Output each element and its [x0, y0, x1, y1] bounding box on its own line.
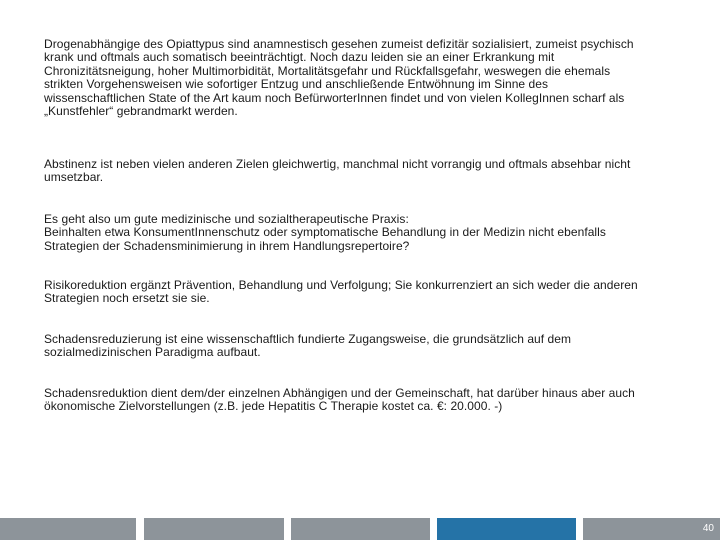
page-number: 40	[702, 523, 714, 534]
footer-segment-4-active	[437, 518, 576, 540]
paragraph-harm-reduction-benefits: Schadensreduktion dient dem/der einzelnen Abhängigen und der Gemeinschaft, hat darüber hinaus aber auch ökonomische Zielvorstellungen (z.B. jede Hepatitis C Therapie kostet ca. €: 20.000. -)	[44, 386, 635, 414]
paragraph-opiate-users: Drogenabhängige des Opiattypus sind anamnestisch gesehen zumeist defizitär sozialisiert, zumeist psychisch krank und oftmals auch somatisch beeinträchtigt. Noch dazu leiden sie an einer Erkrankung mit Chronizitätsneigung, hoher Multimorbidität, Mortalitätsgefahr und Rückfallsgefahr, weswegen die ehemals strikten Vorgehensweisen wie sofortiger Entzug und anschließende Entwöhnung im Sinne des wissenschaftlichen State of the Art kaum noch BefürworterInnen findet und von vielen KollegInnen scharf als „Kunstfehler“ gebrandmarkt werden.	[44, 37, 634, 119]
footer-segment-1	[0, 518, 136, 540]
paragraph-risk-reduction: Risikoreduktion ergänzt Prävention, Behandlung und Verfolgung; Sie konkurrenziert an sich weder die anderen Strategien noch ersetzt sie sie.	[44, 278, 638, 306]
footer-segment-3	[291, 518, 430, 540]
paragraph-abstinence: Abstinenz ist neben vielen anderen Zielen gleichwertig, manchmal nicht vorrangig und oftmals absehbar nicht umsetzbar.	[44, 157, 631, 185]
paragraph-good-practice: Es geht also um gute medizinische und sozialtherapeutische Praxis: Beinhalten etwa KonsumentInnenschutz oder symptomatische Behandlung in der Medizin nicht ebenfalls Strategien der Schadensminimierung in ihrem Handlungsrepertoire?	[44, 212, 606, 253]
footer-segment-2	[144, 518, 284, 540]
footer-bar	[0, 518, 720, 540]
paragraph-harm-reduction-approach: Schadensreduzierung ist eine wissenschaftlich fundierte Zugangsweise, die grundsätzlich auf dem sozialmedizinischen Paradigma aufbaut.	[44, 332, 572, 360]
footer-segment-5	[583, 518, 720, 540]
